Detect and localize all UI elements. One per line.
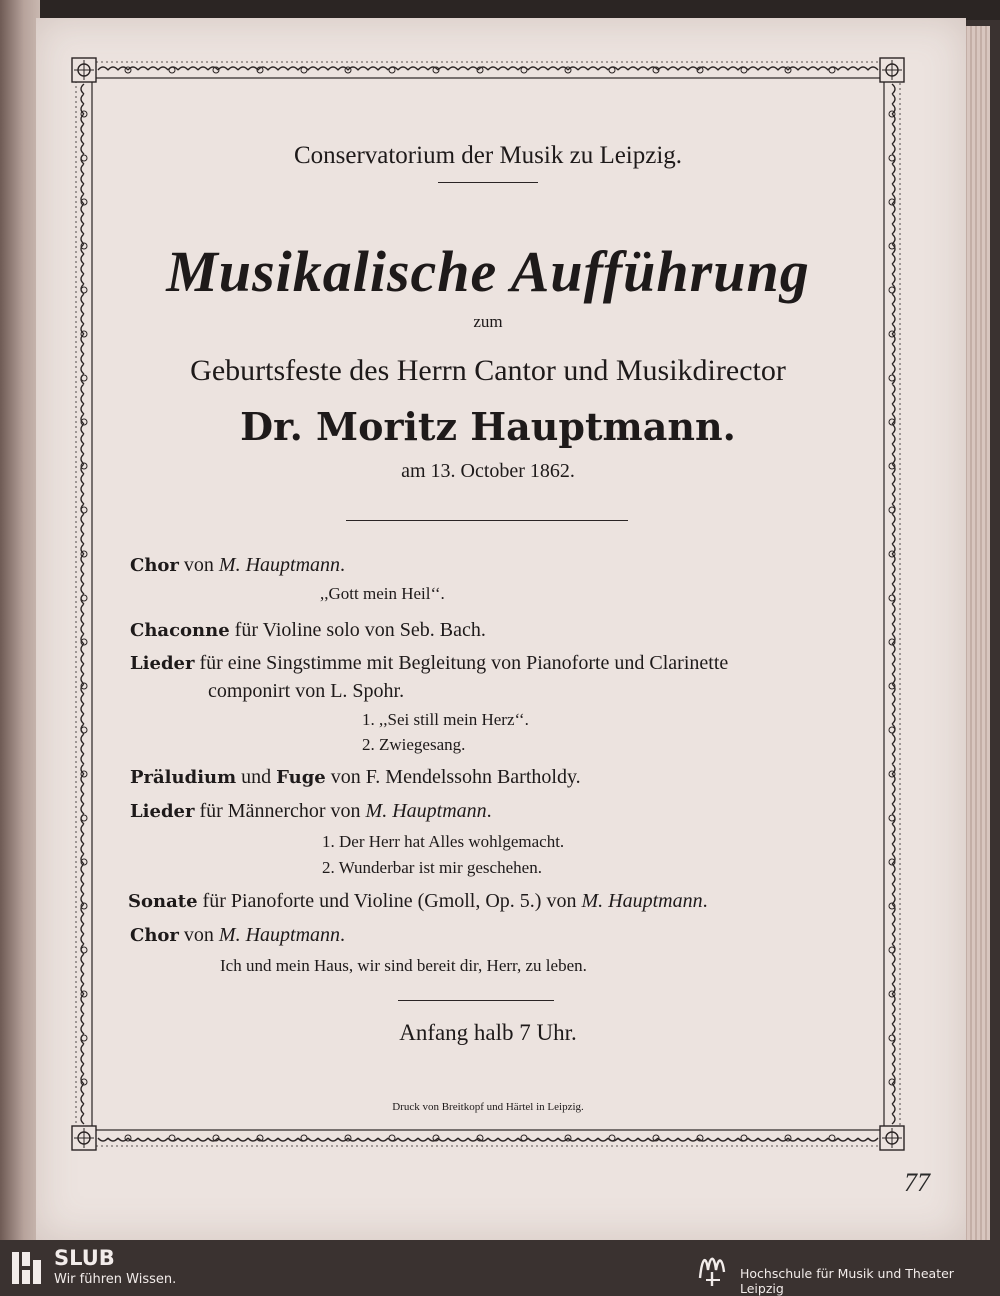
small-divider [438,182,538,183]
composer-name: M. Hauptmann [218,924,341,946]
library-name[interactable]: SLUB [54,1246,115,1270]
item-title: Lieder [130,801,195,822]
program-item-chaconne [130,619,486,642]
program-item-chor-final [130,924,345,947]
event-date: am 13. October 1862. [401,460,575,482]
item-title: Chor [130,925,179,946]
scan-left-edge [0,0,40,1240]
composer-name: M. Hauptmann [365,800,487,822]
program-item-sonate [128,890,708,913]
composer-name: M. Hauptmann [218,554,341,576]
item-end: . [486,800,492,822]
page-title: Musikalische Aufführung [166,239,810,304]
song-list-item: 1. ,,Sei still mein Herz‘‘. [362,710,529,729]
honoree-name: Dr. Moritz Hauptmann. [240,404,736,449]
item-title: Lieder [130,653,195,674]
program-item-lieder-maennerchor [130,800,492,823]
program-content [100,54,876,1154]
program-item-lieder-spohr [130,652,728,675]
program-item-praeludium [130,766,581,789]
institution-heading: Conservatorium der Musik zu Leipzig. [293,142,683,169]
item-title: Fuge [276,767,326,788]
song-list-item: 1. Der Herr hat Alles wohlgemacht. [322,832,565,851]
item-title: Sonate [128,891,198,912]
hmt-logo-icon[interactable] [692,1248,732,1288]
occasion-line: Geburtsfeste des Herrn Cantor und Musikdirector [190,354,786,387]
program-subtitle: ,,Gott mein Heil‘‘. [320,584,445,603]
item-text: und [236,766,277,788]
handwritten-page-number: 77 [904,1168,930,1197]
item-title: Chaconne [130,620,230,641]
item-text: von [178,924,219,946]
item-end: . [340,554,346,576]
printer-credit: Druck von Breitkopf und Härtel in Leipzig. [392,1101,584,1113]
item-end: . [702,890,708,912]
song-list-item: 2. Wunderbar ist mir geschehen. [322,858,542,877]
program-item-continuation: componirt von L. Spohr. [208,680,405,702]
library-tagline: Wir führen Wissen. [54,1272,177,1287]
item-text: für eine Singstimme mit Begleitung von Pianoforte und Clarinette [194,652,729,674]
item-title: Chor [130,555,179,576]
item-end: . [340,924,346,946]
composer-name: M. Hauptmann [581,890,703,912]
item-text: für Pianoforte und Violine (Gmoll, Op. 5.) von [197,890,582,912]
item-text: von [178,554,219,576]
song-list-item: 2. Zwiegesang. [362,735,466,754]
scan-top-edge [0,0,1000,20]
closing-divider [398,1000,554,1001]
partner-institution[interactable]: Hochschule für Musik und Theater Leipzig [740,1266,954,1296]
slub-logo-icon[interactable] [10,1252,48,1284]
item-text: von F. Mendelssohn Bartholdy. [325,766,581,788]
footer-bar [0,1240,1000,1296]
start-time: Anfang halb 7 Uhr. [399,1020,577,1045]
item-text: für Violine solo von Seb. Bach. [229,619,486,641]
page-stack-edge [962,26,990,1240]
zum-text: zum [473,312,503,331]
ornamental-divider [346,520,628,521]
item-title: Präludium [130,767,237,788]
program-item-chor [130,554,345,577]
item-text: für Männerchor von [194,800,366,822]
program-subtitle: Ich und mein Haus, wir sind bereit dir, Herr, zu leben. [220,956,587,975]
